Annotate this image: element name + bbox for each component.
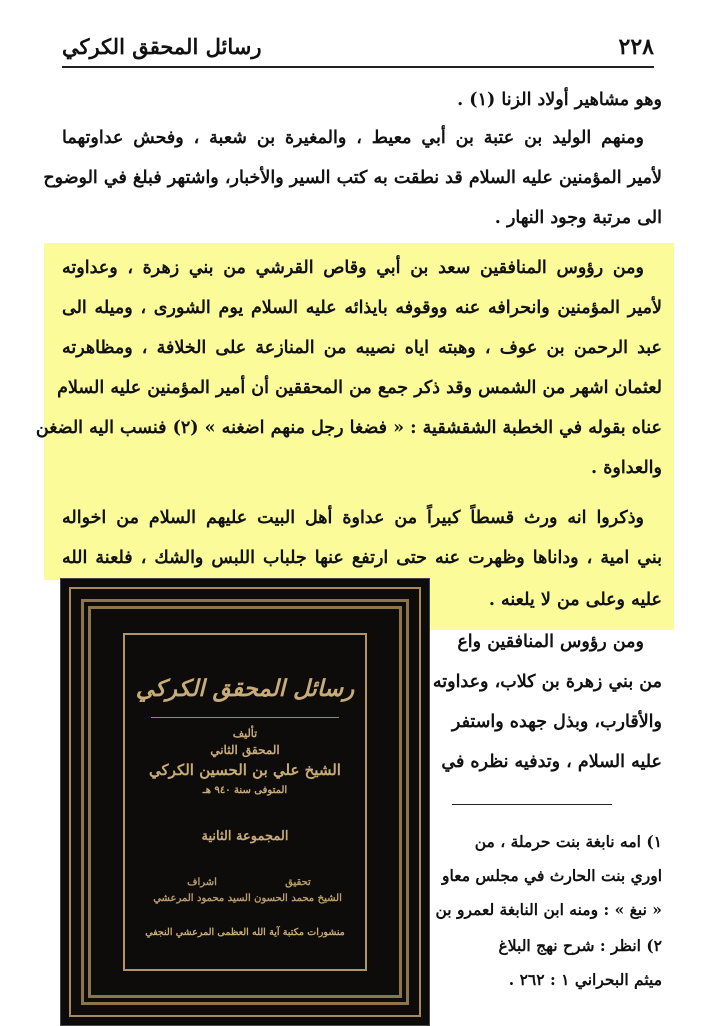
cover-publisher: منشورات مكتبة آية الله العظمى المرعشي النجفي [145,927,345,938]
cover-volume: المجموعة الثانية [201,829,289,844]
body-line: وذكروا انه ورث قسطاً كبيراً من عداوة أهل البيت عليهم السلام من اخواله [62,508,644,528]
body-line: عليه السلام ، وتدفيه نظره في [441,752,662,772]
body-line: لعثمان اشهر من الشمس وقد ذكر جمع من المحققين أن أمير المؤمنين عليه السلام [57,378,662,398]
book-cover-image [60,578,430,1026]
body-line: ومن رؤوس المنافقين سعد بن أبي وقاص القرشي من بني زهرة ، وعداوته [62,258,644,278]
body-line: عبد الرحمن بن عوف ، وهبته اياه نصيبه من المنازعة على الخلافة ، ومظاهرته [62,338,662,358]
cover-death-note: المتوفى سنة ٩٤٠ هـ [202,785,288,796]
highlight-region [35,243,674,580]
cover-editor-name: الشيخ محمد الحسون [254,893,342,904]
footnote-line: « نبغ » : ومنه ابن النابغة لعمرو بن [435,900,662,919]
body-line: الى مرتبة وجود النهار . [494,208,662,228]
body-line: والأقارب، وبذل جهده واستفر [451,712,662,732]
body-line: ومن رؤوس المنافقين واع [457,632,644,652]
cover-supervisor-label: اشراف [187,877,217,888]
footnote-line: ١) امه نابغة بنت حرملة ، من [474,832,662,851]
cover-author-name: الشيخ علي بن الحسين الكركي [149,761,341,779]
footnote-line: اوري بنت الحارث في مجلس معاو [442,866,662,885]
body-line: لأمير المؤمنين وانحرافه عنه ووقوفه بايذائه عليه السلام يوم الشورى ، وميله الى [62,298,662,318]
footnote-line: ٢) انظر : شرح نهج البلاغ [498,936,662,955]
cover-supervisor-name: السيد محمود المرعشي [153,893,251,904]
running-title: رسائل المحقق الكركي [62,34,262,59]
page-header [62,32,654,68]
body-line: عليه وعلى من لا يلعنه . [488,590,662,610]
body-line: ومنهم الوليد بن عتبة بن أبي معيط ، والمغيرة بن شعبة ، وفحش عداوتهما [62,128,644,148]
body-line: لأمير المؤمنين عليه السلام قد نطقت به كتب السير والأخبار، واشتهر فبلغ في الوضوح [43,168,662,188]
body-line: بني امية ، وداناها وظهرت عنه حتى ارتفع عنها جلباب اللبس والشك ، فلعنة الله [62,548,662,568]
cover-author-epithet: المحقق الثاني [210,743,280,757]
body-line: عناه بقوله في الخطبة الشقشقية : « فضغا رجل منهم اضغنه » (٢) فنسب اليه الضغن [35,418,662,438]
cover-editor-label: تحقيق [285,877,311,888]
body-line: وهو مشاهير أولاد الزنا (١) . [457,90,662,110]
cover-title: رسائل المحقق الكركي [135,675,355,702]
page-number: ٢٢٨ [618,34,654,60]
body-line: من بني زهرة بن كلاب، وعداوته [432,672,662,692]
footnote-line: ميثم البحراني ١ : ٢٦٢ . [508,970,662,989]
cover-divider [151,717,339,718]
footnote-separator [452,804,612,805]
body-line: والعداوة . [591,458,662,478]
cover-authorship-label: تأليف [232,727,258,740]
